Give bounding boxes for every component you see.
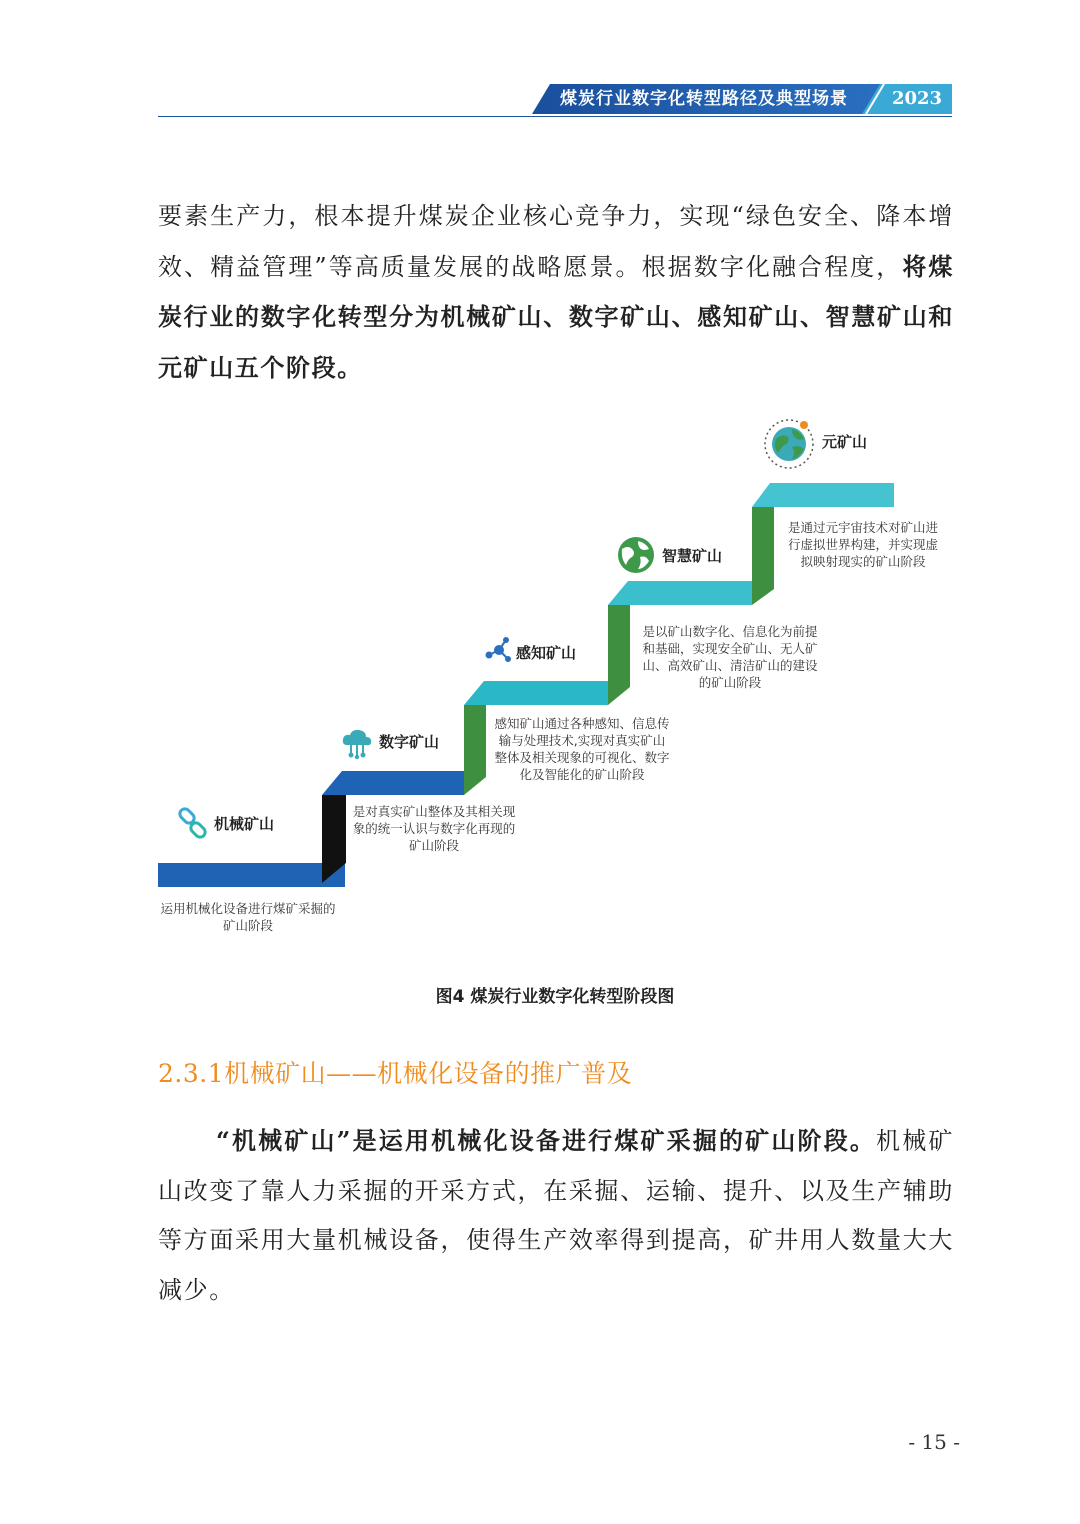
section-text: 机械矿山改变了靠人力采掘的开采方式，在采掘、运输、提升、以及生产辅助等方面采用大量机械设备，使得生产效率得到提高，矿井用人数量大大减少。 bbox=[158, 1127, 954, 1304]
header-year: 2023 bbox=[891, 88, 943, 109]
stage-label-perception: 感知矿山 bbox=[516, 644, 577, 662]
step-4-tread bbox=[608, 581, 768, 605]
step-3-riser bbox=[464, 705, 486, 795]
molecule-icon bbox=[484, 635, 514, 665]
step-5-riser bbox=[752, 507, 774, 605]
stage-desc-meta: 是通过元宇宙技术对矿山进行虚拟世界构建，并实现虚拟映射现实的矿山阶段 bbox=[787, 520, 938, 569]
header-title: 煤炭行业数字化转型路径及典型场景 bbox=[560, 89, 848, 109]
link-icon bbox=[176, 807, 210, 841]
step-4-riser bbox=[608, 605, 630, 705]
earth-orbit-icon bbox=[762, 417, 816, 471]
stage-label-meta: 元矿山 bbox=[822, 433, 868, 451]
cloud-network-icon bbox=[340, 727, 374, 759]
stage-label-mechanical: 机械矿山 bbox=[214, 815, 275, 833]
step-1-tread bbox=[158, 843, 345, 887]
stage-desc-digital: 是对真实矿山整体及其相关现象的统一认识与数字化再现的矿山阶段 bbox=[352, 804, 516, 853]
figure-caption: 图4 煤炭行业数字化转型阶段图 bbox=[435, 987, 675, 1007]
stage-diagram bbox=[150, 405, 938, 965]
stage-label-digital: 数字矿山 bbox=[379, 733, 440, 751]
step-2-tread bbox=[322, 771, 480, 795]
globe-icon bbox=[616, 535, 656, 575]
stage-label-smart: 智慧矿山 bbox=[662, 547, 723, 565]
stage-desc-perception: 感知矿山通过各种感知、信息传输与处理技术,实现对真实矿山整体及相关现象的可视化、数字化及智能化的矿山阶段 bbox=[494, 716, 670, 782]
intro-paragraph bbox=[158, 192, 954, 393]
stage-desc-mechanical: 运用机械化设备进行煤矿采掘的矿山阶段 bbox=[160, 901, 336, 933]
stage-desc-smart: 是以矿山数字化、信息化为前提和基础，实现安全矿山、无人矿山、高效矿山、清洁矿山的建设的矿山阶段 bbox=[642, 624, 818, 690]
section-heading: 2.3.1机械矿山——机械化设备的推广普及 bbox=[158, 1059, 633, 1088]
section-paragraph bbox=[158, 1116, 954, 1315]
intro-bold-text: 将煤炭行业的数字化转型分为机械矿山、数字矿山、感知矿山、智慧矿山和元矿山五个阶段。 bbox=[158, 251, 954, 382]
section-bold-text: “机械矿山”是运用机械化设备进行煤矿采掘的矿山阶段。 bbox=[216, 1126, 877, 1155]
page-number: - 15 - bbox=[908, 1430, 960, 1454]
step-5-tread bbox=[752, 483, 894, 507]
header-rule bbox=[158, 116, 952, 117]
step-3-tread bbox=[464, 681, 624, 705]
intro-text: 要素生产力，根本提升煤炭企业核心竞争力，实现“绿色安全、降本增效、精益管理”等高质量发展的战略愿景。根据数字化融合程度， bbox=[158, 202, 954, 281]
